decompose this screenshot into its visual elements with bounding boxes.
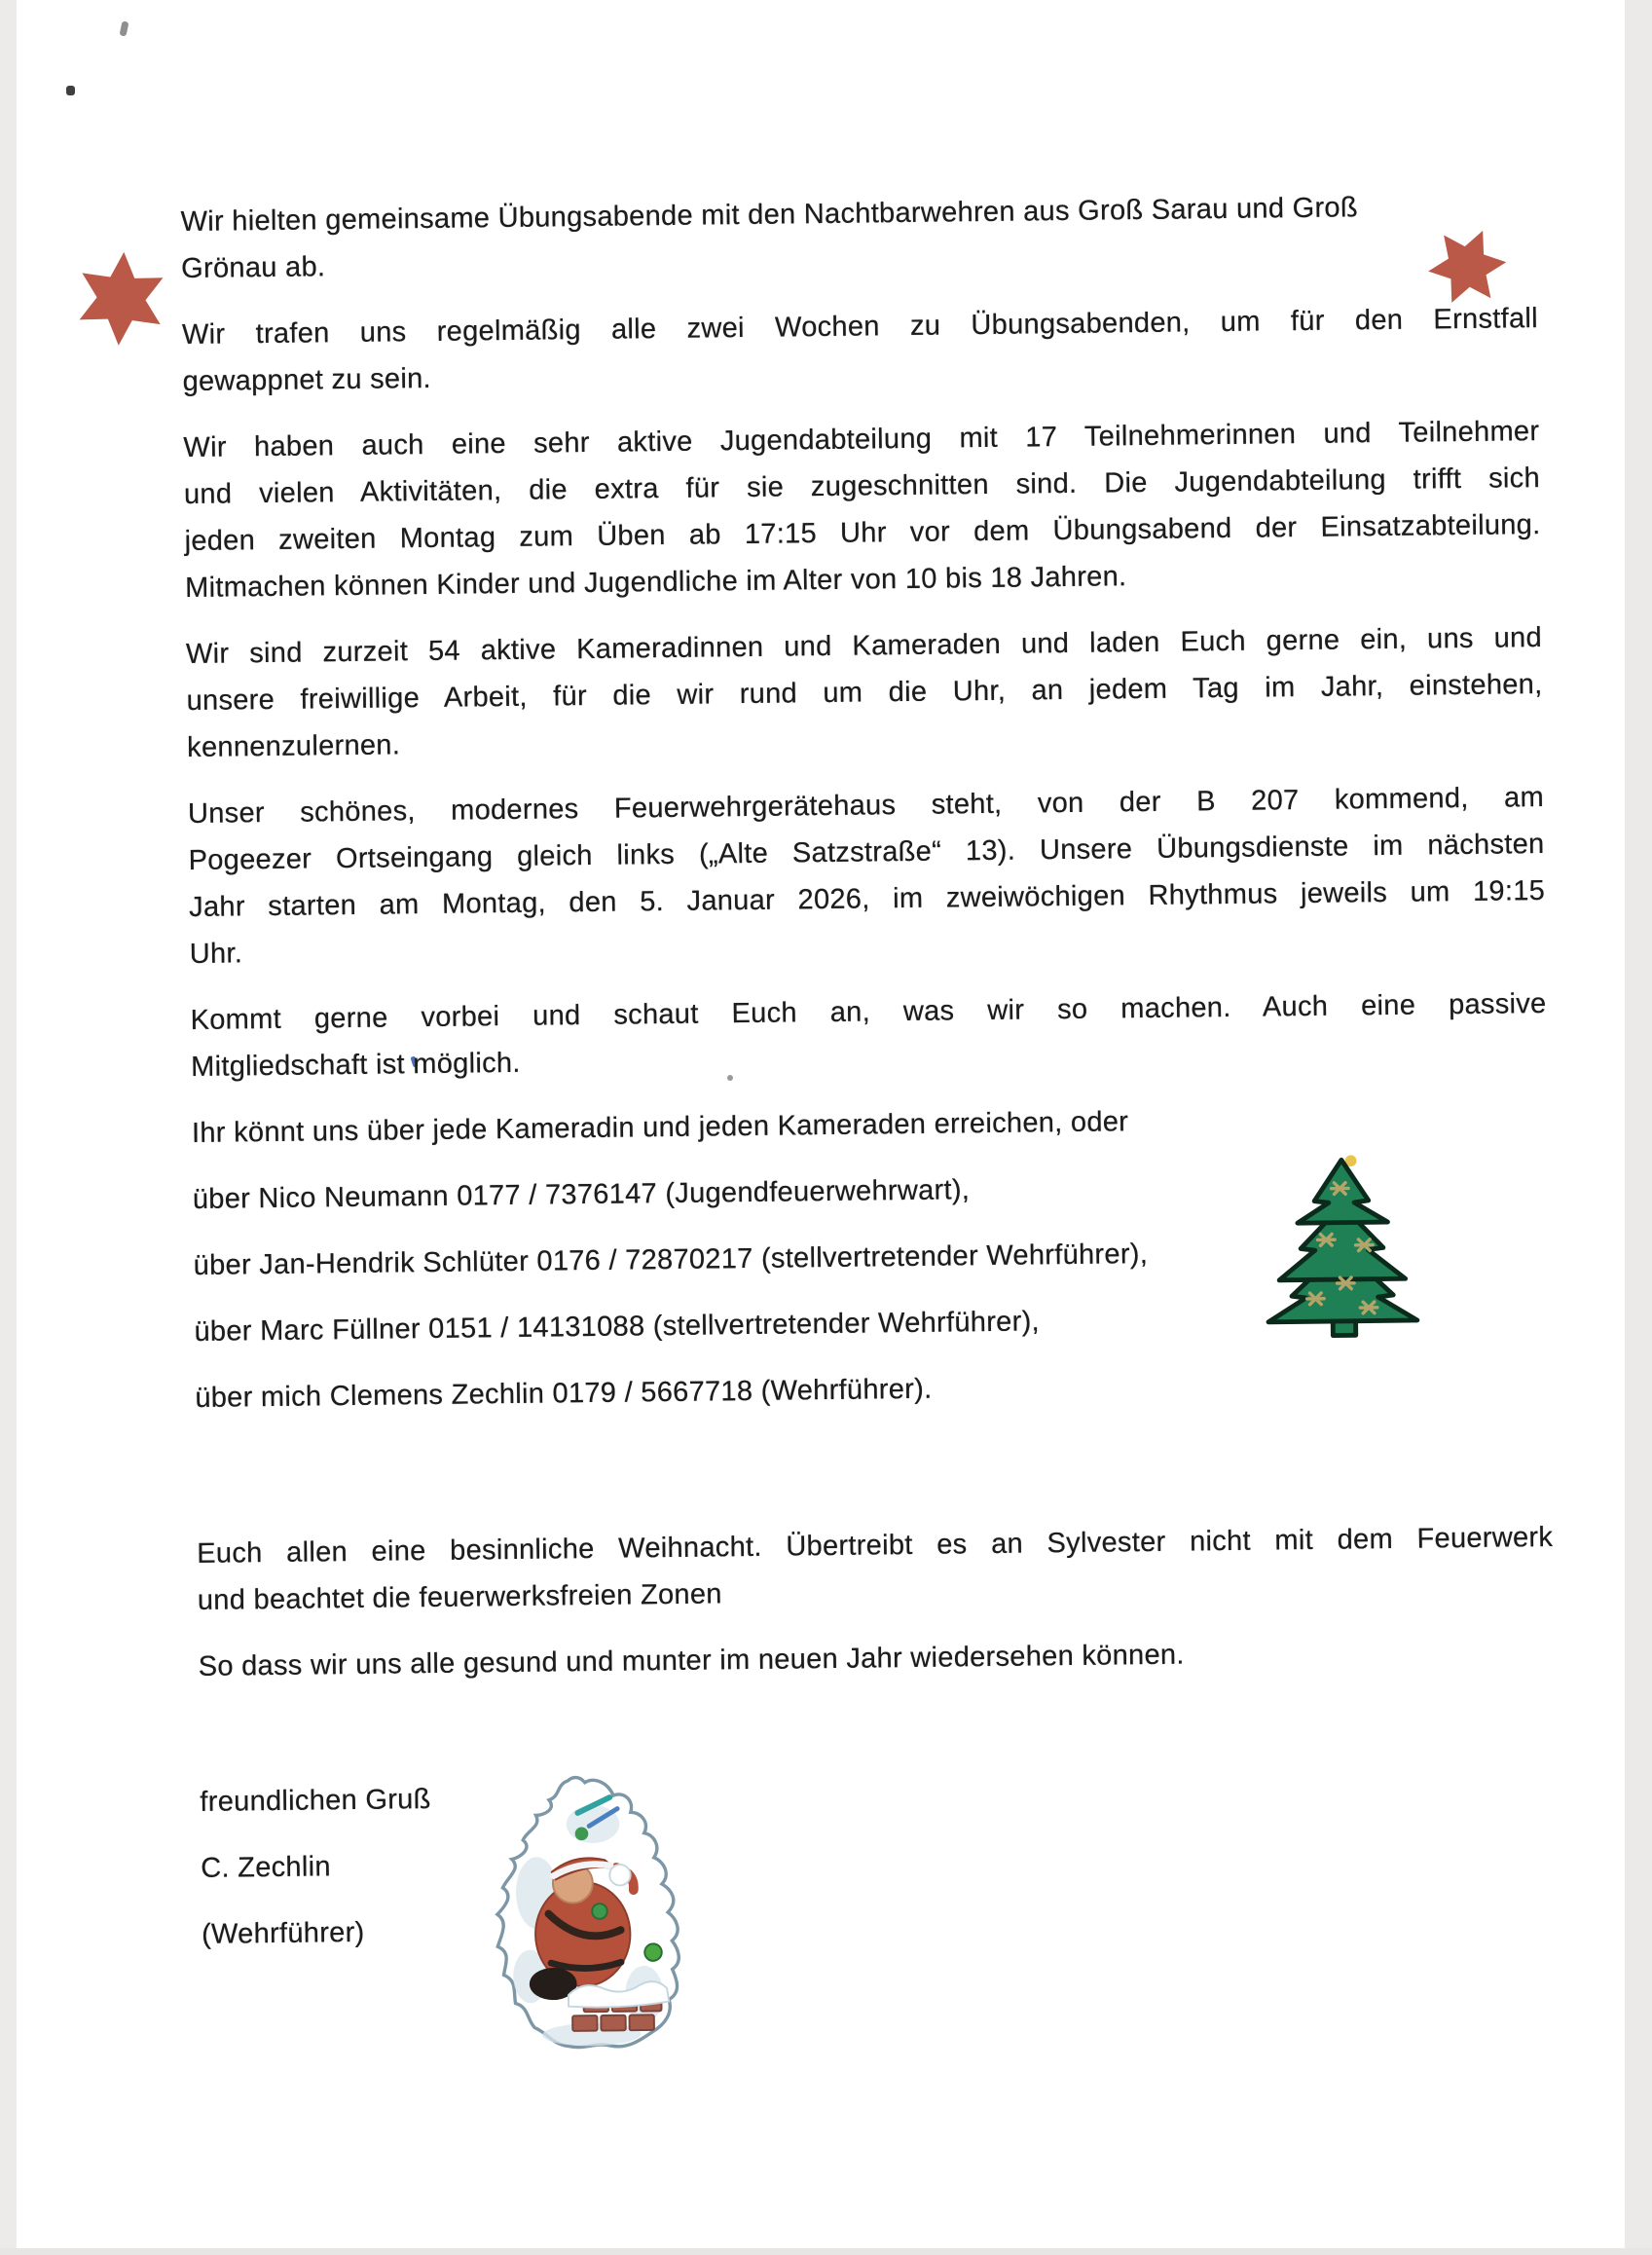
letter-line: gewappnet zu sein. (182, 362, 432, 398)
letter-line: kennenzulernen. (186, 729, 401, 763)
paragraph (183, 408, 1541, 611)
letter-line: So dass wir uns alle gesund und munter im neuen Jahr wiedersehen können. (198, 1639, 1185, 1682)
letter-line: Grönau ab. (180, 251, 326, 285)
letter-line: Pogeezer Ortseingang gleich links („Alte Satzstraße“ 13). Unsere Übungsdienste im nächsten (188, 828, 1545, 876)
letter-line: Wir trafen uns regelmäßig alle zwei Wochen zu Übungsabenden, um für den Ernstfall (181, 303, 1539, 351)
letter-line: über Marc Füllner 0151 / 14131088 (stellvertretender Wehrführer), (194, 1306, 1041, 1348)
letter-line: unsere freiwillige Arbeit, für die wir rund um die Uhr, an jedem Tag im Jahr, einstehen, (186, 668, 1543, 717)
signature-name: C. Zechlin (201, 1851, 331, 1884)
letter-line: Ihr könnt uns über jede Kameradin und jeden Kameraden erreichen, oder (191, 1106, 1129, 1149)
letter-line: über Jan-Hendrik Schlüter 0176 / 72870217 (stellvertretender Wehrführer), (193, 1238, 1149, 1281)
paragraph (180, 182, 1537, 292)
letter-line: Euch allen eine besinnliche Weihnacht. Übertreibt es an Sylvester nicht mit dem Feuerwerk (197, 1521, 1554, 1570)
letter-line: Wir haben auch eine sehr aktive Jugendabteilung mit 17 Teilnehmerinnen und Teilnehmer (183, 415, 1540, 464)
closing-paragraph (197, 1514, 1554, 1624)
letter-line: Wir hielten gemeinsame Übungsabende mit den Nachtbarwehren aus Groß Sarau und Groß (180, 192, 1359, 239)
red-star-icon (68, 247, 175, 351)
paragraph (188, 774, 1546, 978)
letter-line: und beachtet die feuerwerksfreien Zonen (197, 1578, 722, 1616)
paragraph (186, 614, 1544, 771)
contact-line (195, 1358, 1551, 1422)
letter-line: und vielen Aktivitäten, die extra für sie zugeschnitten sind. Die Jugendabteilung trifft sich (183, 462, 1541, 511)
letter-line: über Nico Neumann 0177 / 7376147 (Jugendfeuerwehrwart), (192, 1174, 971, 1215)
signature-block (200, 1762, 1558, 1958)
signature-role: (Wehrführer) (201, 1916, 365, 1950)
paragraph (190, 980, 1547, 1091)
letter-line: Kommt gerne vorbei und schaut Euch an, was wir so machen. Auch eine passive (190, 987, 1547, 1036)
paragraph (182, 295, 1539, 405)
reach-line-paragraph (192, 1093, 1548, 1157)
letter-line: Jahr starten am Montag, den 5. Januar 2026, im zweiwöchigen Rhythmus jeweils um 19:15 (188, 874, 1546, 923)
letter-line: Mitgliedschaft ist möglich. (190, 1047, 521, 1083)
letter-line: Mitmachen können Kinder und Jugendliche im Alter von 10 bis 18 Jahren. (184, 561, 1127, 605)
signature-greeting: freundlichen Gruß (200, 1784, 431, 1818)
letter-line: Uhr. (189, 938, 243, 970)
closing-paragraph (198, 1627, 1554, 1690)
letter-line: jeden zweiten Montag zum Üben ab 17:15 Uhr vor dem Übungsabend der Einsatzabteilung. (184, 508, 1541, 558)
letter-line: Wir sind zurzeit 54 aktive Kameradinnen und Kameraden und laden Euch gerne ein, uns und (185, 621, 1543, 670)
christmas-tree-icon (1249, 1147, 1431, 1339)
santa-chimney-icon (473, 1770, 703, 2057)
letter-line: Unser schönes, modernes Feuerwehrgerätehaus steht, von der B 207 kommend, am (187, 781, 1545, 830)
letter-line: über mich Clemens Zechlin 0179 / 5667718 (Wehrführer). (195, 1373, 933, 1414)
